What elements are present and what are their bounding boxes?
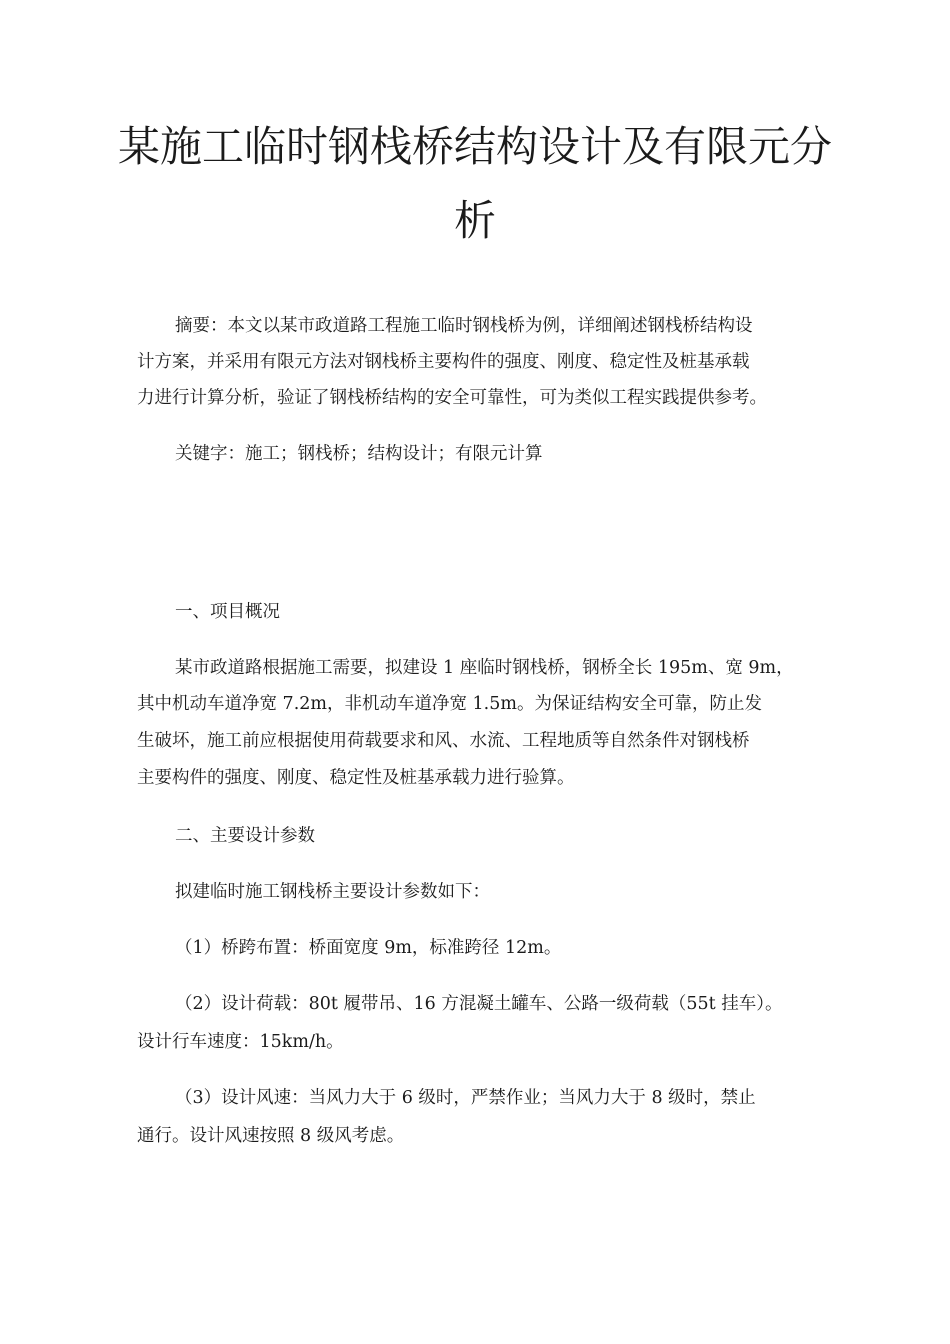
param-item-2-line-2: 设计行车速度：15km/h。 (137, 1032, 344, 1052)
abstract-line-3: 力进行计算分析，验证了钢栈桥结构的安全可靠性，可为类似工程实践提供参考。 (137, 388, 767, 408)
section-1-line-4: 主要构件的强度、刚度、稳定性及桩基承载力进行验算。 (137, 768, 575, 788)
param-item-3-line-2: 通行。设计风速按照 8 级风考虑。 (137, 1126, 405, 1146)
abstract-line-1: 摘要：本文以某市政道路工程施工临时钢栈桥为例，详细阐述钢栈桥结构设 (175, 316, 753, 336)
param-item-3-line-1: （3）设计风速：当风力大于 6 级时，严禁作业；当风力大于 8 级时，禁止 (175, 1088, 756, 1108)
document-title-line-1: 某施工临时钢栈桥结构设计及有限元分 (117, 122, 832, 171)
section-1-heading: 一、项目概况 (175, 602, 280, 622)
section-2-heading: 二、主要设计参数 (175, 826, 315, 846)
section-1-line-2: 其中机动车道净宽 7.2m，非机动车道净宽 1.5m。为保证结构安全可靠，防止发 (137, 694, 762, 714)
param-item-2-line-1: （2）设计荷载：80t 履带吊、16 方混凝土罐车、公路一级荷载（55t 挂车）。 (175, 994, 783, 1014)
param-item-1: （1）桥跨布置：桥面宽度 9m，标准跨径 12m。 (175, 938, 562, 958)
abstract-line-2: 计方案，并采用有限元方法对钢栈桥主要构件的强度、刚度、稳定性及桩基承载 (137, 352, 750, 372)
document-title-line-2: 析 (453, 196, 496, 245)
section-1-line-3: 生破坏，施工前应根据使用荷载要求和风、水流、工程地质等自然条件对钢栈桥 (137, 731, 750, 751)
section-2-intro: 拟建临时施工钢栈桥主要设计参数如下： (175, 882, 490, 902)
section-1-line-1: 某市政道路根据施工需要，拟建设 1 座临时钢栈桥，钢桥全长 195m、宽 9m， (175, 658, 794, 678)
keywords: 关键字：施工；钢栈桥；结构设计；有限元计算 (175, 444, 543, 464)
